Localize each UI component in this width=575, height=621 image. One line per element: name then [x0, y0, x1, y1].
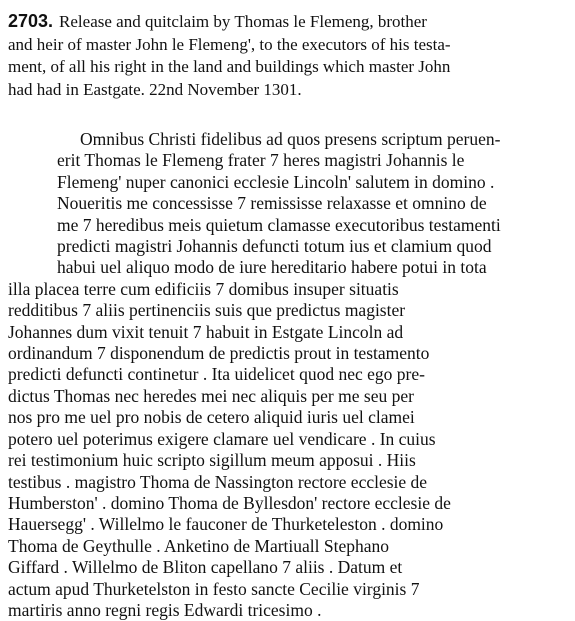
charter-line: Flemeng' nuper canonici ecclesie Lincoln' salutem in domino . — [57, 171, 495, 192]
charter-line: actum apud Thurketelston in festo sancte Cecilie virginis 7 — [8, 578, 420, 599]
charter-line: Noueritis me concessisse 7 remississe relaxasse et omnino de — [57, 193, 487, 214]
charter-line: Humberston' . domino Thoma de Byllesdon' rectore ecclesie de — [8, 492, 451, 513]
charter-line: potero uel poterimus exigere clamare uel vendicare . In cuius — [8, 428, 436, 449]
charter-line: dictus Thomas nec heredes mei nec aliquis per me seu per — [8, 385, 414, 406]
charter-line: Johannes dum vixit tenuit 7 habuit in Estgate Lincoln ad — [8, 321, 404, 342]
summary-line: and heir of master John le Flemeng', to the executors of his testa- — [8, 34, 451, 54]
charter-line: predicti defuncti continetur . Ita uidelicet quod nec ego pre- — [8, 364, 425, 385]
summary-line: ment, of all his right in the land and buildings which master John — [8, 57, 451, 76]
charter-line: erit Thomas le Flemeng frater 7 heres magistri Johannis le — [57, 150, 465, 171]
charter-line: martiris anno regni regis Edwardi tricesimo . — [8, 599, 322, 620]
charter-line: illa placea terre cum edificiis 7 domibus insuper situatis — [8, 278, 399, 299]
charter-line: testibus . magistro Thoma de Nassington rectore ecclesie de — [8, 471, 428, 492]
charter-line: Thoma de Geythulle . Anketino de Martiuall Stephano — [8, 535, 390, 556]
summary-line: 2703. Release and quitclaim by Thomas le Flemeng, brother — [8, 11, 427, 31]
charter-line: redditibus 7 aliis pertinenciis suis que predictus magister — [8, 300, 406, 321]
entry-summary — [8, 10, 567, 101]
charter-line: predicti magistri Johannis defuncti totum ius et clamium quod — [57, 236, 492, 257]
charter-line: Hauersegg' . Willelmo le fauconer de Thurketeleston . domino — [8, 514, 444, 535]
entry-number: 2703. — [8, 11, 54, 31]
charter-line: Giffard . Willelmo de Bliton capellano 7 aliis . Datum et — [8, 557, 403, 578]
charter-line: ordinandum 7 disponendum de predictis prout in testamento — [8, 343, 430, 364]
summary-line: had had in Eastgate. 22nd November 1301. — [8, 79, 302, 99]
charter-line: nos pro me uel pro nobis de cetero aliquid iuris uel clamei — [8, 407, 415, 428]
charter-line: habui uel aliquo modo de iure hereditario habere potui in tota — [57, 257, 487, 278]
charter-text — [8, 129, 567, 621]
charter-line: me 7 heredibus meis quietum clamasse executoribus testamenti — [57, 214, 501, 235]
charter-line: Omnibus Christi fidelibus ad quos presens scriptum peruen- — [80, 129, 501, 149]
charter-line: rei testimonium huic scripto sigillum meum apposui . Hiis — [8, 450, 416, 471]
